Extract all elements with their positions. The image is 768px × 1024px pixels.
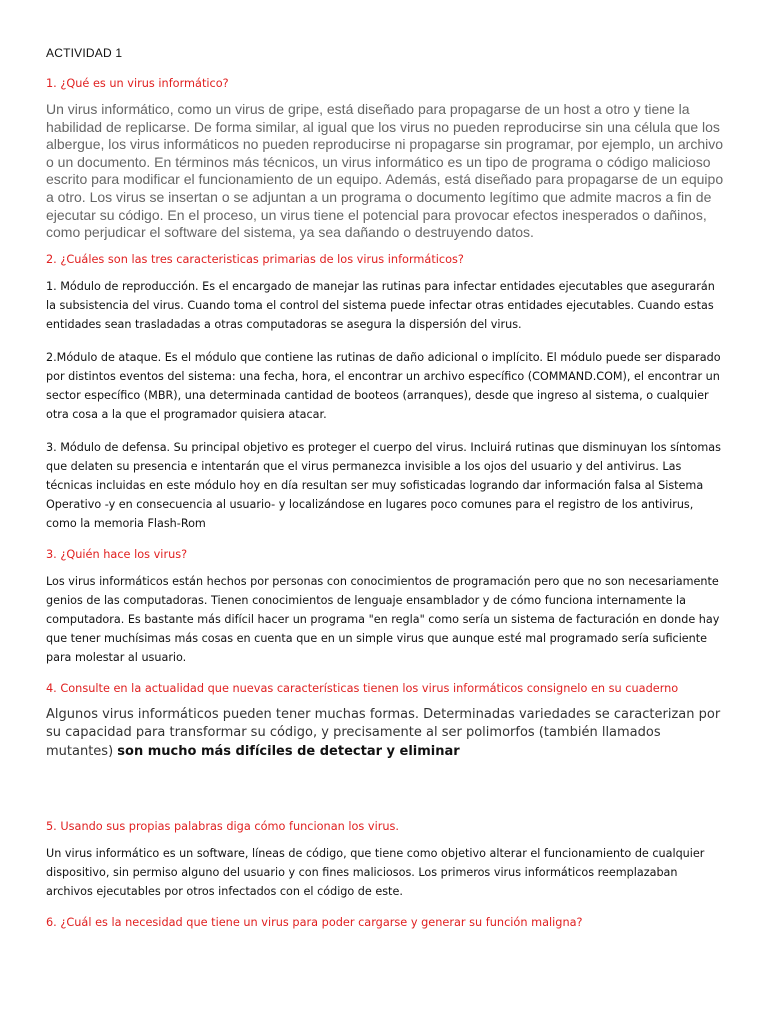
answer-2-reproduction-module: 1. Módulo de reproducción. Es el encargado de manejar las rutinas para infectar entidades ejecutables que asegurarán la subsistencia del virus. Cuando toma el control del sistema puede infectar otras entidades ejecutables. Cuando estas entidades sean trasladadas a otras computadoras se asegura la dispersión del virus. <box>46 279 715 331</box>
question-3: 3. ¿Quién hace los virus? <box>46 547 188 561</box>
question-4: 4. Consulte en la actualidad que nuevas características tienen los virus informáticos consignelo en su cuaderno <box>46 681 679 695</box>
answer-3: Los virus informáticos están hechos por personas con conocimientos de programación pero que no son necesariamente genios de las computadoras. Tienen conocimientos de lenguaje ensamblador y de cómo funciona internamente la computadora. Es bastante más difícil hacer un programa "en regla" como sería un sistema de facturación en donde hay que tener muchísimas más cosas en cuenta que en un simple virus que aunque esté mal programado sería suficiente para molestar al usuario. <box>46 574 720 664</box>
answer-2-attack-module: 2.Módulo de ataque. Es el módulo que contiene las rutinas de daño adicional o implícito. El módulo puede ser disparado por distintos eventos del sistema: una fecha, hora, el encontrar un archivo específico (COMMAND.COM), el encontrar un sector específico (MBR), una determinada cantidad de booteos (arranques), desde que ingreso al sistema, o cualquier otra cosa a la que el programador quisiera atacar. <box>46 350 721 421</box>
question-2: 2. ¿Cuáles son las tres caracteristicas primarias de los virus informáticos? <box>46 252 464 266</box>
answer-2-defense-module: 3. Módulo de defensa. Su principal objetivo es proteger el cuerpo del virus. Incluirá rutinas que disminuyan los síntomas que delaten su presencia e intentarán que el virus permanezca invisible a los ojos del usuario y del antivirus. Las técnicas incluidas en este módulo hoy en día resultan ser muy sofisticadas logrando dar información falsa al Sistema Operativo -y en consecuencia al usuario- y localizándose en lugares poco comunes para el registro de los antivirus, como la memoria Flash-Rom <box>46 440 721 530</box>
answer-4-bold-text: son mucho más difíciles de detectar y eliminar <box>117 743 460 759</box>
document-title: ACTIVIDAD 1 <box>46 46 123 60</box>
answer-1: Un virus informático, como un virus de gripe, está diseñado para propagarse de un host a otro y tiene la habilidad de replicarse. De forma similar, al igual que los virus no pueden reproducirse sin una célula que los albergue, los virus informáticos no pueden reproducirse ni propagarse sin programar, por ejemplo, un archivo o un documento. En términos más técnicos, un virus informático es un tipo de programa o código malicioso escrito para modificar el funcionamiento de un equipo. Además, está diseñado para propagarse de un equipo a otro. Los virus se insertan o se adjuntan a un programa o documento legítimo que admite macros a fin de ejecutar su código. En el proceso, un virus tiene el potencial para provocar efectos inesperados o dañinos, como perjudicar el software del sistema, ya sea dañando o destruyendo datos. <box>46 101 724 241</box>
question-6: 6. ¿Cuál es la necesidad que tiene un virus para poder cargarse y generar su función maligna? <box>46 916 583 930</box>
question-5: 5. Usando sus propias palabras diga cómo funcionan los virus. <box>46 820 400 834</box>
spacer <box>46 775 726 819</box>
answer-4 <box>46 706 726 762</box>
answer-5: Un virus informático es un software, líneas de código, que tiene como objetivo alterar el funcionamiento de cualquier dispositivo, sin permiso alguno del usuario y con fines maliciosos. Los primeros virus informáticos reemplazaban archivos ejecutables por otros infectados con el código de este. <box>46 847 705 899</box>
question-1: 1. ¿Qué es un virus informático? <box>46 77 229 90</box>
document-page <box>46 46 726 940</box>
answer-4-regular-text: Algunos virus informáticos pueden tener muchas formas. Determinadas variedades se caracterizan por su capacidad para transformar su código, y precisamente al ser polimorfos (también llamados mutantes) <box>46 706 721 759</box>
